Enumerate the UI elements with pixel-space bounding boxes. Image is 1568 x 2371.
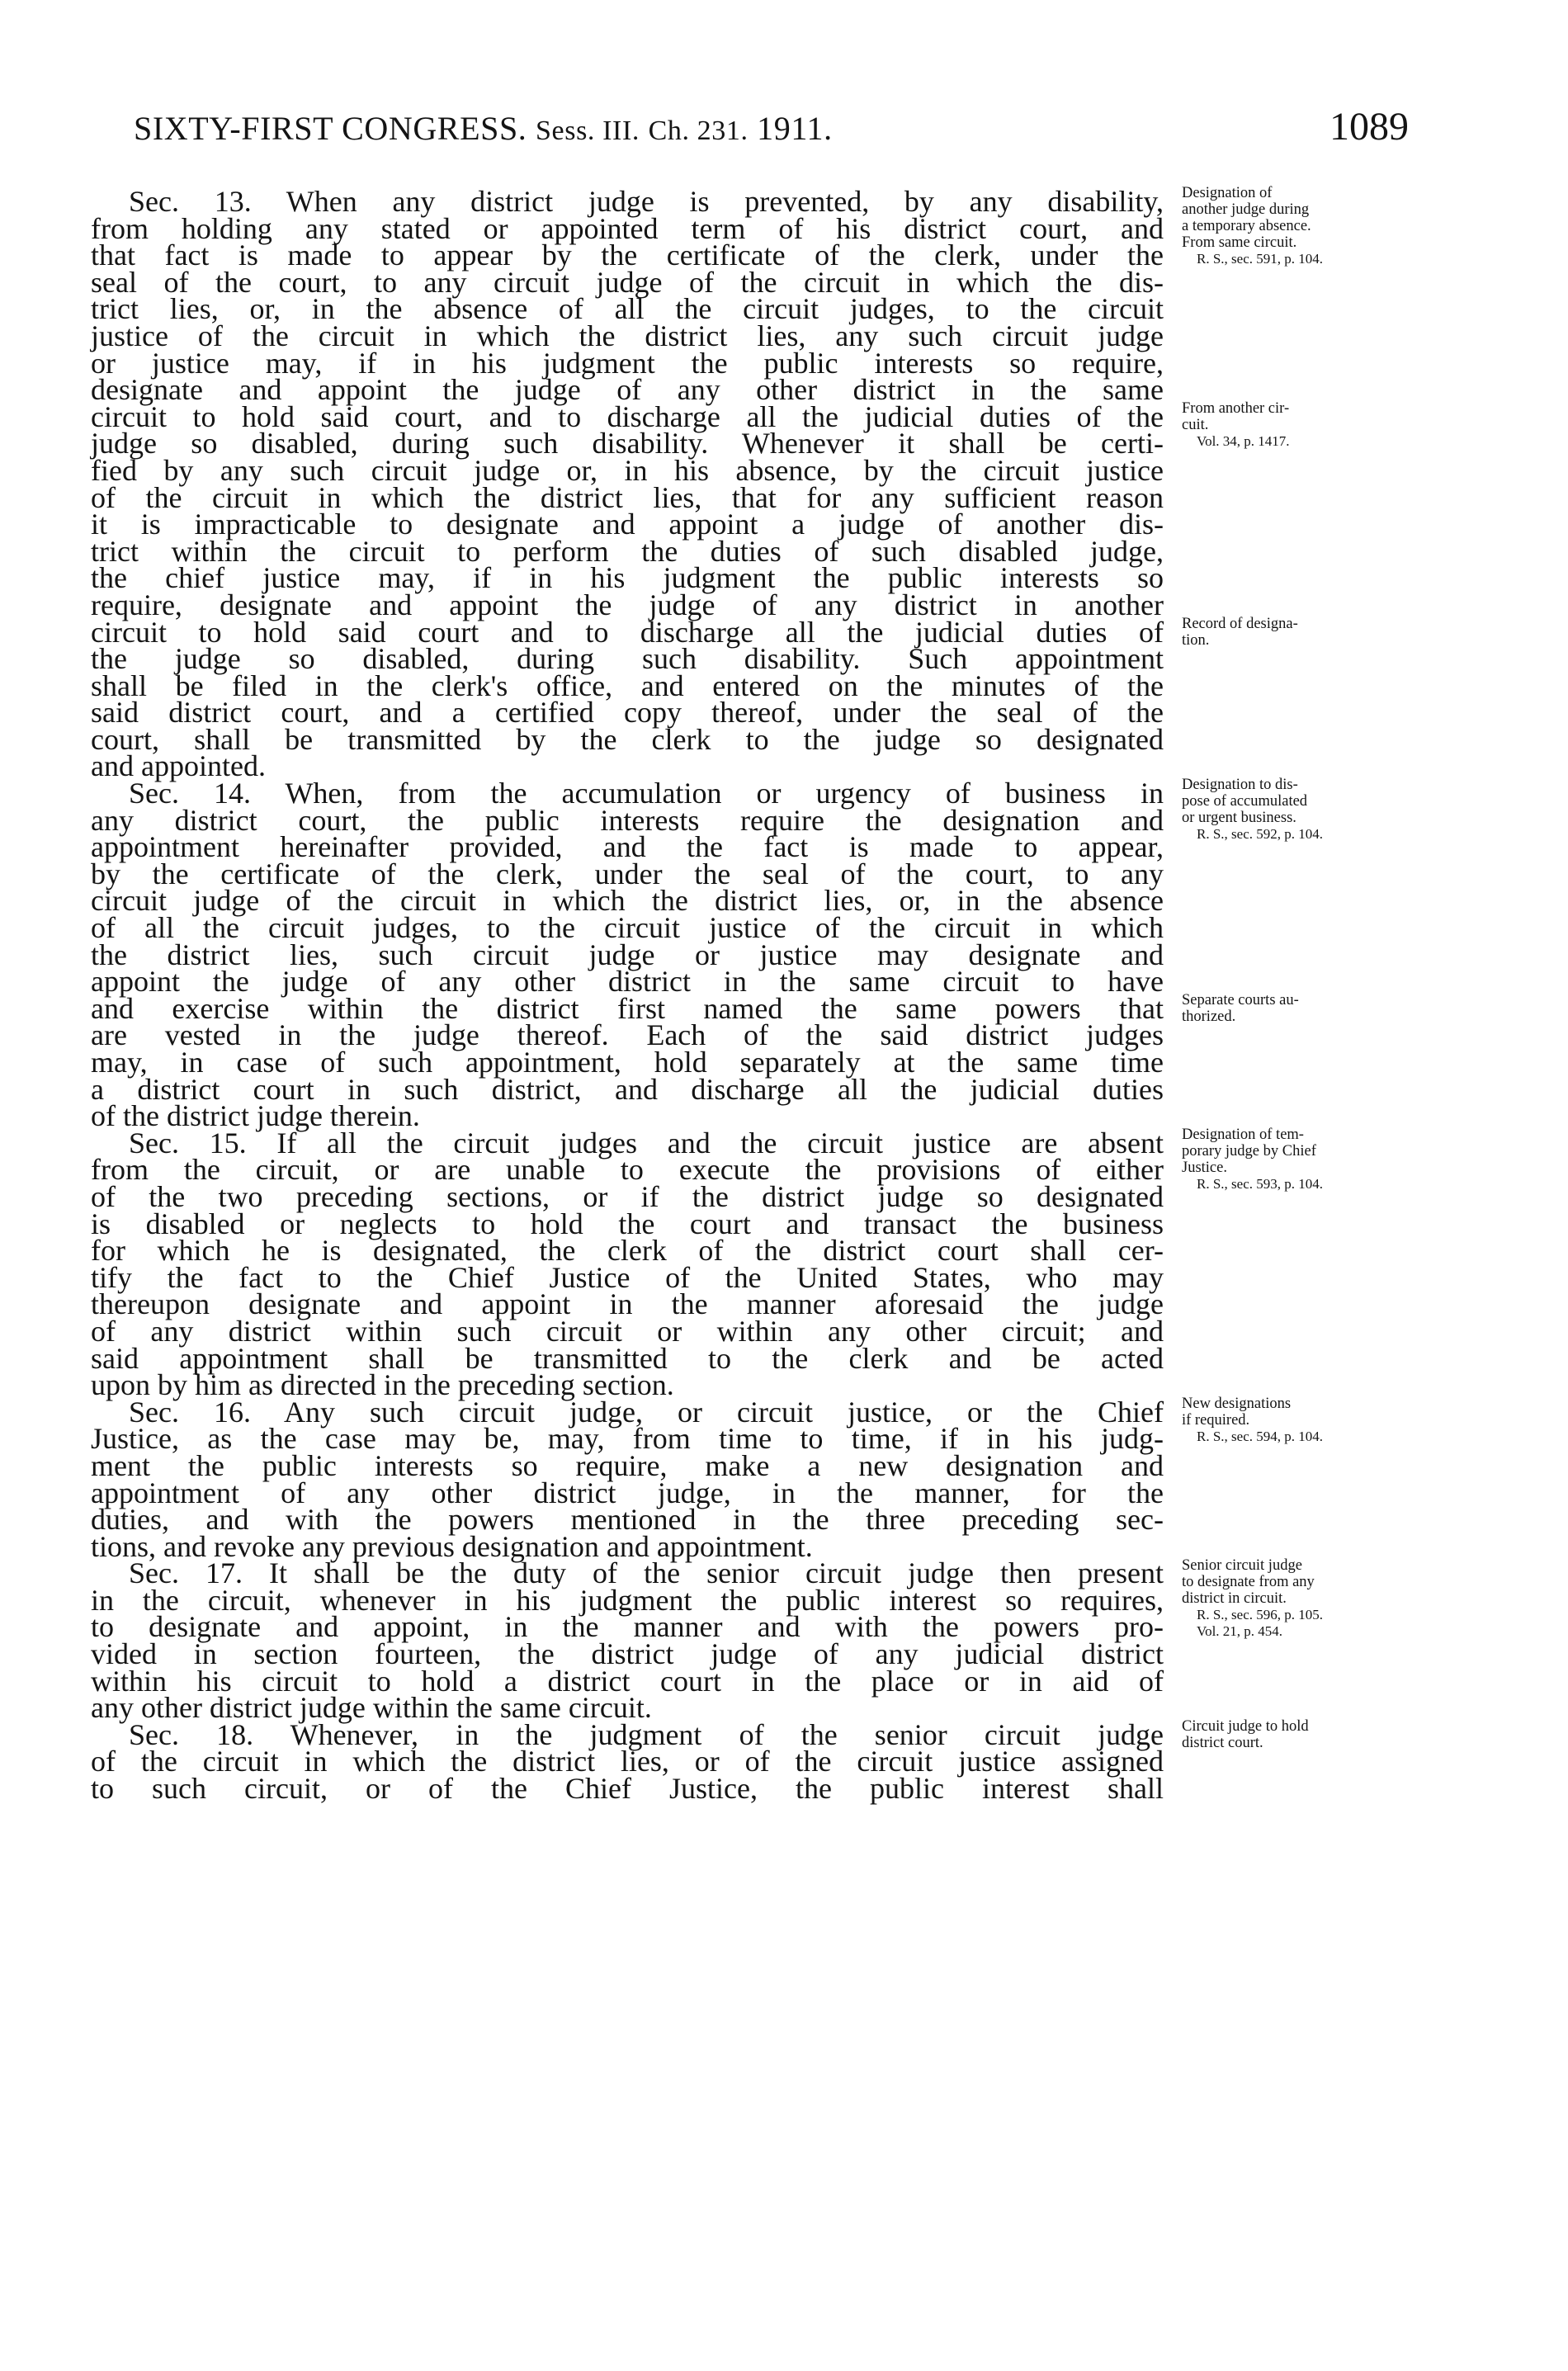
margin-note <box>1182 1557 1454 1640</box>
margin-note-line: Designation of <box>1182 185 1273 201</box>
margin-note-line: to designate from any <box>1182 1573 1315 1590</box>
text-line: fied by any such circuit judge or, in his absence, by the circuit justice <box>91 453 1164 487</box>
margin-note-line: Justice. <box>1182 1160 1227 1176</box>
margin-note-line: R. S., sec. 592, p. 104. <box>1197 826 1323 843</box>
margin-note-line: district court. <box>1182 1735 1263 1752</box>
text-line: by the certificate of the clerk, under the seal of the court, to any <box>91 857 1164 890</box>
text-line: from the circuit, or are unable to execute the provisions of either <box>91 1153 1164 1187</box>
text-line: of any district within such circuit or within any other circuit; and <box>91 1314 1164 1348</box>
margin-note-line: cuit. <box>1182 416 1209 433</box>
text-line: Sec. 15. If all the circuit judges and the circuit justice are absent <box>129 1126 1164 1160</box>
text-line: appointment hereinafter provided, and the fact is made to appear, <box>91 830 1164 864</box>
text-line: trict lies, or, in the absence of all the circuit judges, to the circuit <box>91 292 1164 326</box>
margin-note-line: Record of designa- <box>1182 615 1298 632</box>
header-chapter: Ch. 231. <box>648 116 749 146</box>
header-session: Sess. III. <box>536 116 640 146</box>
margin-note <box>1182 992 1454 1025</box>
margin-note-line: thorized. <box>1182 1008 1236 1025</box>
margin-note <box>1182 400 1454 450</box>
margin-note-line: tion. <box>1182 631 1210 649</box>
margin-note-line: Designation to dis- <box>1182 777 1298 794</box>
text-line: to such circuit, or of the Chief Justice, the public interest shall <box>91 1772 1164 1806</box>
text-line: seal of the court, to any circuit judge of the circuit in which the dis- <box>91 265 1164 299</box>
text-line: and appointed. <box>91 749 266 783</box>
text-line: any other district judge within the same circuit. <box>91 1691 652 1725</box>
margin-note-line: Designation of tem- <box>1182 1126 1304 1143</box>
page-number: 1089 <box>1329 105 1409 149</box>
text-line: circuit to hold said court, and to discharge all the judicial duties of the <box>91 399 1164 433</box>
text-line: in the circuit, whenever in his judgment the public interest so requires, <box>91 1583 1164 1617</box>
text-line: vided in section fourteen, the district judge of any judicial district <box>91 1637 1164 1671</box>
margin-note <box>1182 616 1454 649</box>
margin-note <box>1182 777 1454 843</box>
text-line: the chief justice may, if in his judgment the public interests so <box>91 561 1164 595</box>
margin-note-line: New designations <box>1182 1396 1292 1412</box>
running-header <box>134 105 1409 158</box>
text-line: are vested in the judge thereof. Each of the said district judges <box>91 1018 1164 1052</box>
margin-note-line: Circuit judge to hold <box>1182 1718 1309 1736</box>
text-line: or justice may, if in his judgment the public interests so require, <box>91 346 1164 380</box>
text-line: trict within the circuit to perform the duties of such disabled judge, <box>91 534 1164 568</box>
text-line: Sec. 14. When, from the accumulation or urgency of business in <box>129 777 1164 810</box>
text-line: circuit to hold said court and to discharge all the judicial duties of <box>91 615 1164 649</box>
text-line: of the district judge therein. <box>91 1099 420 1133</box>
text-line: upon by him as directed in the preceding section. <box>91 1368 674 1402</box>
text-line: said district court, and a certified copy thereof, under the seal of the <box>91 696 1164 730</box>
text-line: circuit judge of the circuit in which the district lies, or, in the absence <box>91 884 1164 918</box>
text-line: shall be filed in the clerk's office, and entered on the minutes of the <box>91 668 1164 702</box>
text-line: ment the public interests so require, make a new designation and <box>91 1448 1164 1482</box>
text-line: Justice, as the case may be, may, from time to time, if in his judg- <box>91 1422 1164 1456</box>
header-congress: SIXTY-FIRST CONGRESS. <box>134 110 527 147</box>
text-line: said appointment shall be transmitted to the clerk and be acted <box>91 1341 1164 1375</box>
text-line: tions, and revoke any previous designation and appointment. <box>91 1529 813 1563</box>
margin-note <box>1182 1718 1454 1751</box>
text-line: any district court, the public interests require the designation and <box>91 803 1164 837</box>
margin-note-line: R. S., sec. 593, p. 104. <box>1197 1176 1323 1192</box>
margin-note-line: R. S., sec. 596, p. 105. <box>1197 1606 1323 1622</box>
text-line: that fact is made to appear by the certificate of the clerk, under the <box>91 239 1164 272</box>
statute-text <box>91 185 1164 1806</box>
text-line: of the circuit in which the district lies, or of the circuit justice assigned <box>91 1745 1164 1778</box>
margin-note <box>1182 1126 1454 1193</box>
text-line: Sec. 18. Whenever, in the judgment of the senior circuit judge <box>129 1717 1164 1751</box>
margin-note-line: From another cir- <box>1182 399 1290 417</box>
text-line: judge so disabled, during such disability. Whenever it shall be certi- <box>91 427 1164 461</box>
text-line: justice of the circuit in which the district lies, any such circuit judge <box>91 319 1164 352</box>
margin-note-line: R. S., sec. 594, p. 104. <box>1197 1429 1323 1444</box>
text-line: it is impracticable to designate and appoint a judge of another dis- <box>91 508 1164 541</box>
text-line: Sec. 17. It shall be the duty of the senior circuit judge then present <box>129 1556 1164 1590</box>
text-line: a district court in such district, and discharge all the judicial duties <box>91 1072 1164 1106</box>
margin-note-line: porary judge by Chief <box>1182 1143 1316 1160</box>
margin-note-line: From same circuit. <box>1182 234 1297 251</box>
header-title <box>134 109 833 148</box>
margin-note-line: district in circuit. <box>1182 1589 1287 1607</box>
text-line: duties, and with the powers mentioned in the three preceding sec- <box>91 1503 1164 1537</box>
text-line: appointment of any other district judge, in the manner, for the <box>91 1476 1164 1509</box>
header-year: 1911. <box>757 110 833 147</box>
text-line: to designate and appoint, in the manner and with the powers pro- <box>91 1610 1164 1644</box>
margin-note-line: Separate courts au- <box>1182 992 1299 1008</box>
text-line: thereupon designate and appoint in the manner aforesaid the judge <box>91 1287 1164 1321</box>
text-line: appoint the judge of any other district in the same circuit to have <box>91 965 1164 999</box>
margin-note-line: pose of accumulated <box>1182 793 1308 810</box>
text-line: tify the fact to the Chief Justice of the United States, who may <box>91 1260 1164 1294</box>
margin-note-line: R. S., sec. 591, p. 104. <box>1197 251 1323 267</box>
margin-note-line: or urgent business. <box>1182 810 1296 827</box>
text-line: of the circuit in which the district lies, that for any sufficient reason <box>91 480 1164 514</box>
text-line: within his circuit to hold a district court in the place or in aid of <box>91 1664 1164 1698</box>
text-line: of the two preceding sections, or if the district judge so designated <box>91 1179 1164 1213</box>
margin-note <box>1182 1396 1454 1445</box>
text-line: designate and appoint the judge of any other district in the same <box>91 373 1164 407</box>
text-line: the judge so disabled, during such disability. Such appointment <box>91 642 1164 676</box>
text-line: court, shall be transmitted by the clerk to the judge so designated <box>91 722 1164 756</box>
text-line: of all the circuit judges, to the circuit justice of the circuit in which <box>91 911 1164 945</box>
margin-note <box>1182 185 1454 267</box>
margin-note-line: a temporary absence. <box>1182 218 1311 234</box>
margin-note-line: if required. <box>1182 1412 1250 1429</box>
text-line: Sec. 13. When any district judge is prevented, by any disability, <box>129 185 1164 218</box>
text-line: from holding any stated or appointed term of his district court, and <box>91 211 1164 245</box>
margin-note-line: Senior circuit judge <box>1182 1556 1302 1574</box>
text-line: for which he is designated, the clerk of the district court shall cer- <box>91 1234 1164 1268</box>
text-line: Sec. 16. Any such circuit judge, or circuit justice, or the Chief <box>129 1395 1164 1429</box>
text-line: may, in case of such appointment, hold separately at the same time <box>91 1046 1164 1079</box>
text-line: the district lies, such circuit judge or justice may designate and <box>91 938 1164 971</box>
margin-note-line: another judge during <box>1182 201 1310 218</box>
text-line: is disabled or neglects to hold the court and transact the business <box>91 1207 1164 1240</box>
margin-note-line: Vol. 21, p. 454. <box>1197 1622 1283 1639</box>
margin-note-line: Vol. 34, p. 1417. <box>1197 432 1290 449</box>
text-line: require, designate and appoint the judge of any district in another <box>91 588 1164 621</box>
text-line: and exercise within the district first named the same powers that <box>91 991 1164 1025</box>
